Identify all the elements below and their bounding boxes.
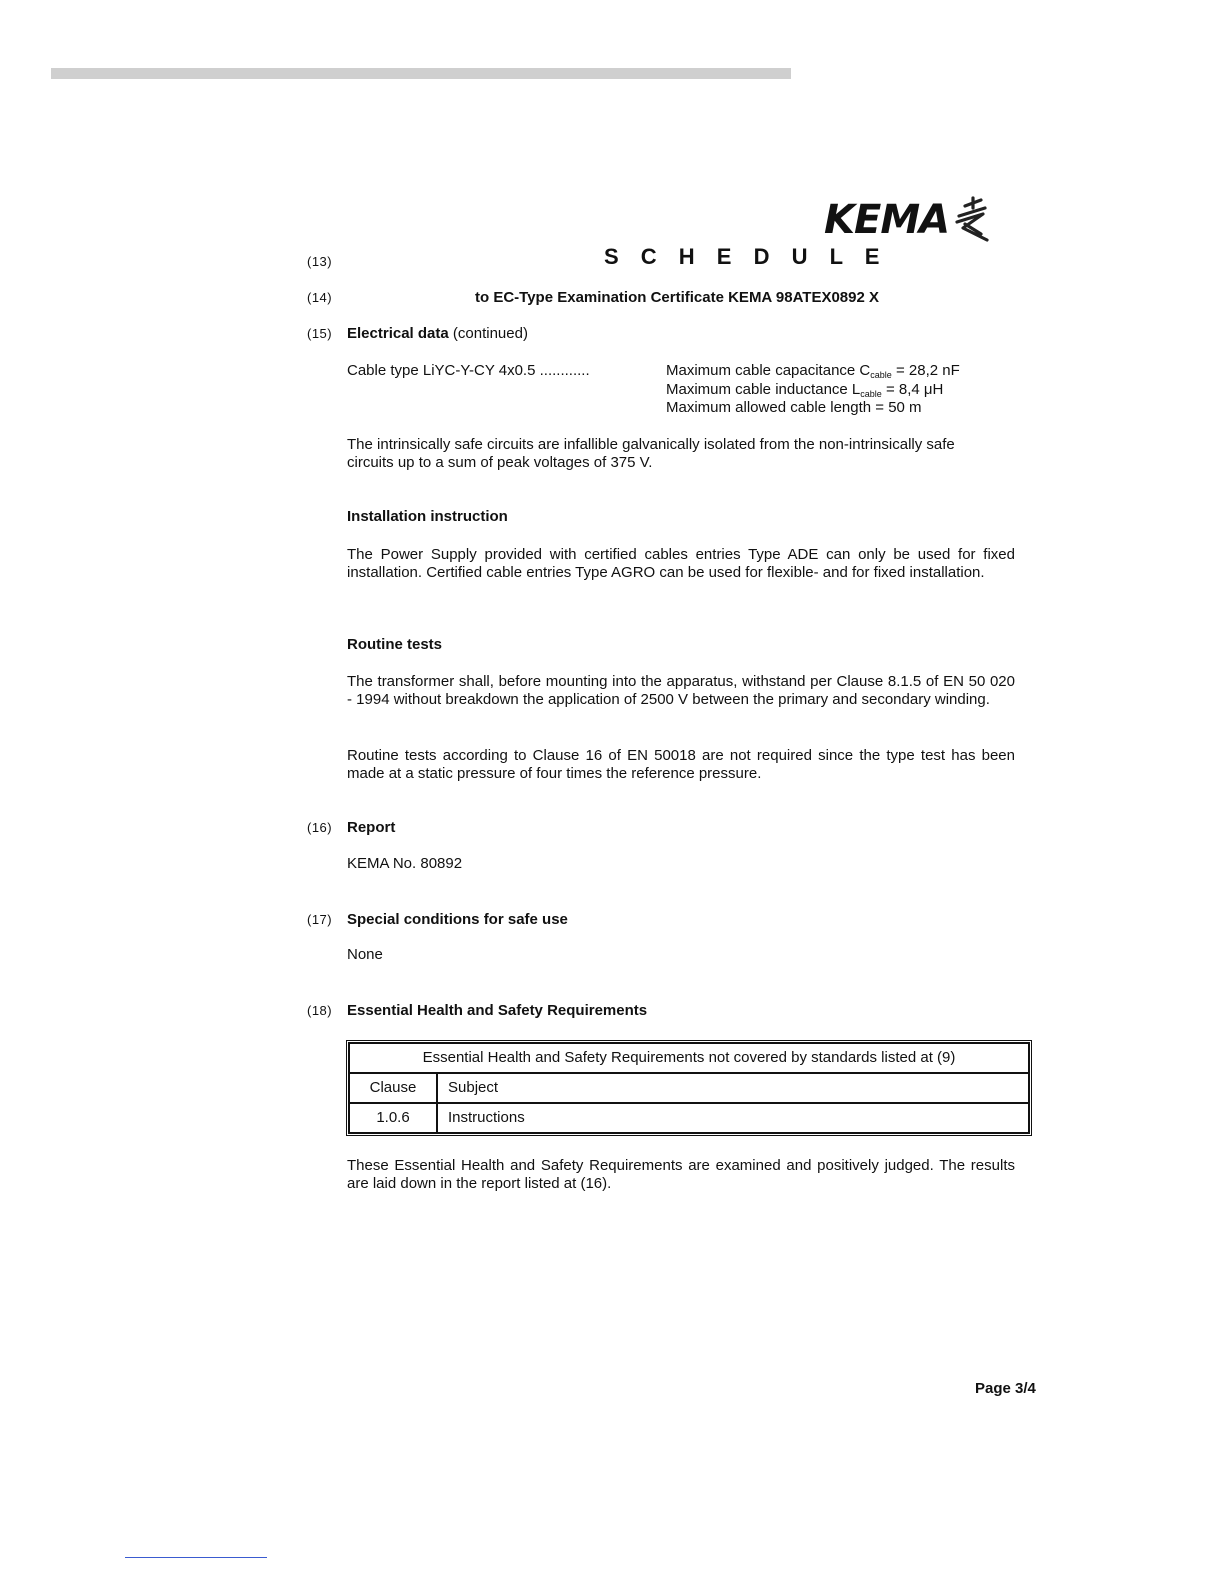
- kema-logo: [824, 196, 989, 243]
- column-header-clause: Clause: [349, 1073, 437, 1103]
- logo-text: KEMA: [824, 197, 950, 243]
- special-conditions-heading: Special conditions for safe use: [347, 911, 568, 928]
- routine-text-1: The transformer shall, before mounting into the apparatus, withstand per Clause 8.1.5 of EN 50 020 - 1994 without breakdown the application of 2500 V between the primary and secondary winding.: [347, 673, 1015, 708]
- ehsr-table: [346, 1040, 1032, 1136]
- capacitance-subscript: cable: [870, 370, 892, 380]
- installation-paragraph: [347, 546, 1015, 582]
- report-number: KEMA No. 80892: [347, 855, 463, 872]
- table-cell-subject: Instructions: [437, 1103, 1029, 1133]
- inductance-label: Maximum cable inductance L: [666, 381, 861, 398]
- bottom-line: [125, 1557, 267, 1558]
- closing-text: These Essential Health and Safety Requirements are examined and positively judged. The results are laid down in the report listed at (16).: [347, 1157, 1015, 1192]
- cable-capacitance: [666, 362, 960, 380]
- inductance-subscript: cable: [860, 389, 882, 399]
- inductance-value: = 8,4 μH: [885, 381, 944, 398]
- table-row: [349, 1103, 1029, 1133]
- page-number: Page 3/4: [975, 1380, 1036, 1397]
- cable-type: Cable type LiYC-Y-CY 4x0.5 ............: [347, 362, 590, 379]
- schedule-title: S C H E D U L E: [604, 244, 888, 269]
- closing-paragraph: [347, 1157, 1015, 1193]
- kema-lightning-logo-icon: [951, 196, 989, 242]
- report-heading: Report: [347, 819, 396, 836]
- installation-heading: Installation instruction: [347, 508, 508, 525]
- isolation-text: The intrinsically safe circuits are infallible galvanically isolated from the non-intrinsically safe circuits up to a sum of peak voltages of 375 V.: [347, 436, 955, 471]
- installation-text: The Power Supply provided with certified cables entries Type ADE can only be used for fixed installation. Certified cable entries Type AGRO can be used for flexible- and for fixed installation.: [347, 546, 1015, 581]
- routine-text-2: Routine tests according to Clause 16 of EN 50018 are not required since the type test has been made at a static pressure of four times the reference pressure.: [347, 747, 1015, 782]
- ehsr-heading: Essential Health and Safety Requirements: [347, 1002, 648, 1019]
- isolation-paragraph: [347, 436, 977, 472]
- routine-paragraph-1: [347, 673, 1015, 709]
- certificate-subtitle: to EC-Type Examination Certificate KEMA 98ATEX0892 X: [475, 289, 879, 306]
- section-number-18: (18): [307, 1003, 333, 1018]
- routine-tests-heading: Routine tests: [347, 636, 443, 653]
- table-caption-row: [349, 1043, 1029, 1073]
- section-number-14: (14): [307, 290, 333, 305]
- section-number-17: (17): [307, 912, 333, 927]
- routine-paragraph-2: [347, 747, 1015, 783]
- top-scan-bar: [51, 68, 791, 79]
- capacitance-value: = 28,2 nF: [895, 362, 960, 379]
- capacitance-label: Maximum cable capacitance C: [666, 362, 871, 379]
- table-caption: Essential Health and Safety Requirements not covered by standards listed at (9): [349, 1043, 1029, 1073]
- cable-inductance: [666, 381, 943, 399]
- special-conditions-text: None: [347, 946, 383, 963]
- table-cell-clause: 1.0.6: [349, 1103, 437, 1133]
- table-header-row: [349, 1073, 1029, 1103]
- cable-length: Maximum allowed cable length = 50 m: [666, 399, 922, 416]
- section-number-15: (15): [307, 326, 333, 341]
- electrical-data-title: Electrical data: [347, 325, 449, 342]
- electrical-data-heading: [347, 325, 528, 343]
- section-number-13: (13): [307, 254, 333, 269]
- column-header-subject: Subject: [437, 1073, 1029, 1103]
- electrical-data-suffix: (continued): [452, 325, 528, 342]
- section-number-16: (16): [307, 820, 333, 835]
